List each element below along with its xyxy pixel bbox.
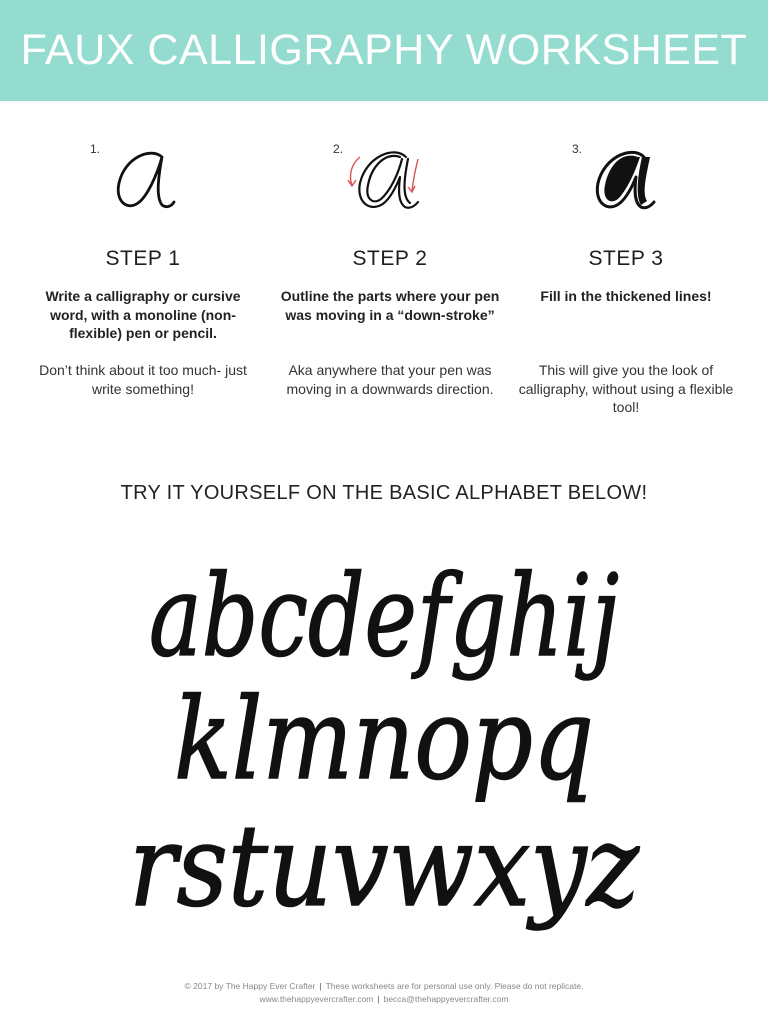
step-2-note: Aka anywhere that your pen was moving in a downwards direction. — [286, 362, 494, 397]
footer-separator: | — [319, 981, 322, 991]
step-1-instruction: Write a calligraphy or cursive word, with a monoline (non-flexible) pen or pencil. — [45, 288, 241, 341]
step-3-instruction: Fill in the thickened lines! — [540, 288, 712, 304]
step-3-note: This will give you the look of calligraphy, without using a flexible tool! — [518, 362, 734, 415]
step-1-column — [25, 135, 261, 398]
footer-website-link[interactable]: www.thehappyevercrafter.com — [259, 994, 374, 1004]
step-1-note: Don’t think about it too much- just write something! — [39, 362, 247, 397]
footer-email-link[interactable]: becca@thehappyevercrafter.com — [383, 994, 509, 1004]
alphabet-panel — [0, 540, 768, 960]
step-2-instruction: Outline the parts where your pen was moving in a “down-stroke” — [280, 288, 500, 323]
footer-line-2 — [0, 993, 768, 1006]
alphabet-line-2: klmnopq — [174, 675, 594, 805]
alphabet-line-3: rstuvwxyz — [129, 802, 640, 932]
step-3-column — [508, 135, 744, 417]
letter-a-monoline-image — [25, 135, 261, 230]
page-title: FAUX CALLIGRAPHY WORKSHEET — [20, 26, 748, 74]
letter-a-filled-image — [508, 135, 744, 230]
step-2-number: 2. — [333, 142, 344, 156]
alphabet-script-image — [0, 540, 768, 960]
step-2-illustration — [272, 135, 508, 230]
footer-notice: These worksheets are for personal use only. Please do not replicate. — [325, 981, 584, 991]
arrow-down-icon — [408, 159, 418, 192]
footer-copyright: © 2017 by The Happy Ever Crafter — [184, 981, 316, 991]
step-2-title: STEP 2 — [352, 247, 428, 270]
step-3-title: STEP 3 — [588, 247, 664, 270]
alphabet-line-1: abcdefghij — [149, 552, 619, 682]
footer-separator: | — [377, 994, 380, 1004]
step-1-title: STEP 1 — [105, 247, 181, 270]
footer-line-1 — [0, 980, 768, 993]
letter-a-outlined-image — [272, 135, 508, 230]
step-1-illustration — [25, 135, 261, 230]
step-3-number: 3. — [572, 142, 583, 156]
footer — [0, 980, 768, 1006]
try-it-heading: TRY IT YOURSELF ON THE BASIC ALPHABET BELOW! — [120, 482, 648, 504]
header-banner — [0, 0, 768, 101]
step-3-illustration — [508, 135, 744, 230]
step-1-number: 1. — [90, 142, 101, 156]
step-2-column — [272, 135, 508, 398]
arrow-down-icon — [348, 157, 360, 186]
